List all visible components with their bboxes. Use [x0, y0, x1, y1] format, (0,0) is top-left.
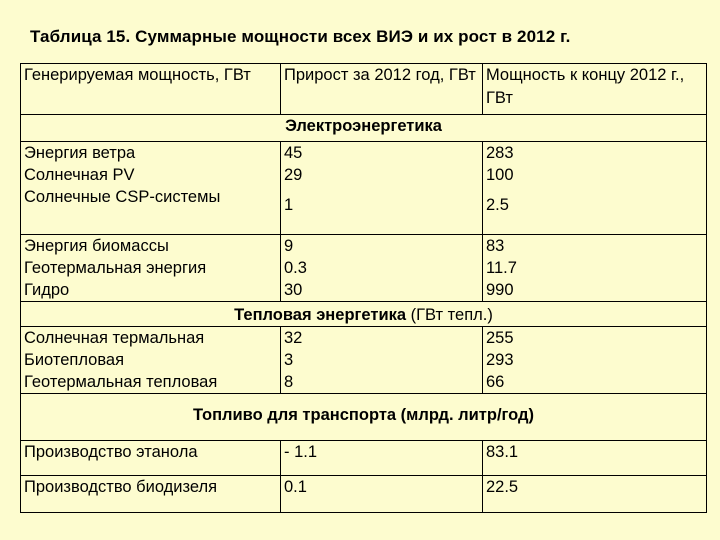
- row-name-geothermal: Геотермальная энергия: [24, 259, 207, 277]
- header-growth-2012: Прирост за 2012 год, ГВт: [281, 64, 483, 115]
- growth-solar-pv: 29: [284, 166, 303, 184]
- header-row: [21, 64, 707, 115]
- row-name-biomass: Энергия биомассы: [24, 237, 169, 255]
- growth-biomass: 9: [284, 237, 294, 255]
- growth-geothermal: 0.3: [284, 259, 307, 277]
- section-row-electro: [21, 115, 707, 142]
- table-row: [21, 441, 707, 476]
- growth-solar-thermal: 32: [284, 329, 303, 347]
- section-row-heat: [21, 302, 707, 327]
- capacity-ethanol: 83.1: [483, 441, 707, 476]
- capacity-hydro: 990: [486, 281, 514, 299]
- capacity-geothermal-heat: 66: [486, 373, 505, 391]
- section-title-electro: Электроэнергетика: [21, 115, 707, 142]
- growth-ethanol: - 1.1: [281, 441, 483, 476]
- table-row-electro-group2: [21, 235, 707, 302]
- section-row-transport: [21, 394, 707, 441]
- section-title-heat: [21, 302, 707, 327]
- capacity-biodiesel: 22.5: [483, 476, 707, 513]
- growth-geothermal-heat: 8: [284, 373, 294, 391]
- row-name-bio-heat: Биотепловая: [24, 351, 125, 369]
- growth-cell: [281, 235, 483, 302]
- row-name-solar-thermal: Солнечная термальная: [24, 329, 205, 347]
- capacity-biomass: 83: [486, 237, 505, 255]
- capacity-cell: [483, 142, 707, 235]
- capacity-geothermal: 11.7: [486, 259, 517, 277]
- growth-csp: 1: [284, 196, 294, 214]
- row-name-wind: Энергия ветра: [24, 144, 136, 162]
- section-title-heat-bold: Тепловая энергетика: [234, 306, 407, 324]
- section-title-transport: Топливо для транспорта (млрд. литр/год): [21, 394, 707, 441]
- section-title-heat-unit: (ГВт тепл.): [410, 306, 493, 324]
- growth-biodiesel: 0.1: [281, 476, 483, 513]
- capacity-solar-pv: 100: [486, 166, 514, 184]
- row-name-geothermal-heat: Геотермальная тепловая: [24, 373, 218, 391]
- growth-cell: [281, 327, 483, 394]
- capacity-cell: [483, 235, 707, 302]
- names-cell: [21, 142, 281, 235]
- header-generated-capacity: Генерируемая мощность, ГВт: [21, 64, 281, 115]
- capacity-bio-heat: 293: [486, 351, 514, 369]
- names-cell: [21, 235, 281, 302]
- table-row: [21, 476, 707, 513]
- row-name-csp: Солнечные CSP-системы: [24, 188, 221, 206]
- growth-bio-heat: 3: [284, 351, 294, 369]
- growth-wind: 45: [284, 144, 303, 162]
- header-capacity-end-2012: Мощность к концу 2012 г., ГВт: [483, 64, 707, 115]
- row-name-ethanol: Производство этанола: [21, 441, 281, 476]
- renewables-table: [20, 63, 707, 513]
- table-row-electro-group1: [21, 142, 707, 235]
- row-name-biodiesel: Производство биодизеля: [21, 476, 281, 513]
- capacity-solar-thermal: 255: [486, 329, 514, 347]
- growth-cell: [281, 142, 483, 235]
- table-title: Таблица 15. Суммарные мощности всех ВИЭ и их рост в 2012 г.: [30, 27, 571, 46]
- row-name-hydro: Гидро: [24, 281, 70, 299]
- capacity-cell: [483, 327, 707, 394]
- row-name-solar-pv: Солнечная PV: [24, 166, 135, 184]
- capacity-wind: 283: [486, 144, 514, 162]
- growth-hydro: 30: [284, 281, 303, 299]
- capacity-csp: 2.5: [486, 196, 509, 214]
- names-cell: [21, 327, 281, 394]
- table-row-heat: [21, 327, 707, 394]
